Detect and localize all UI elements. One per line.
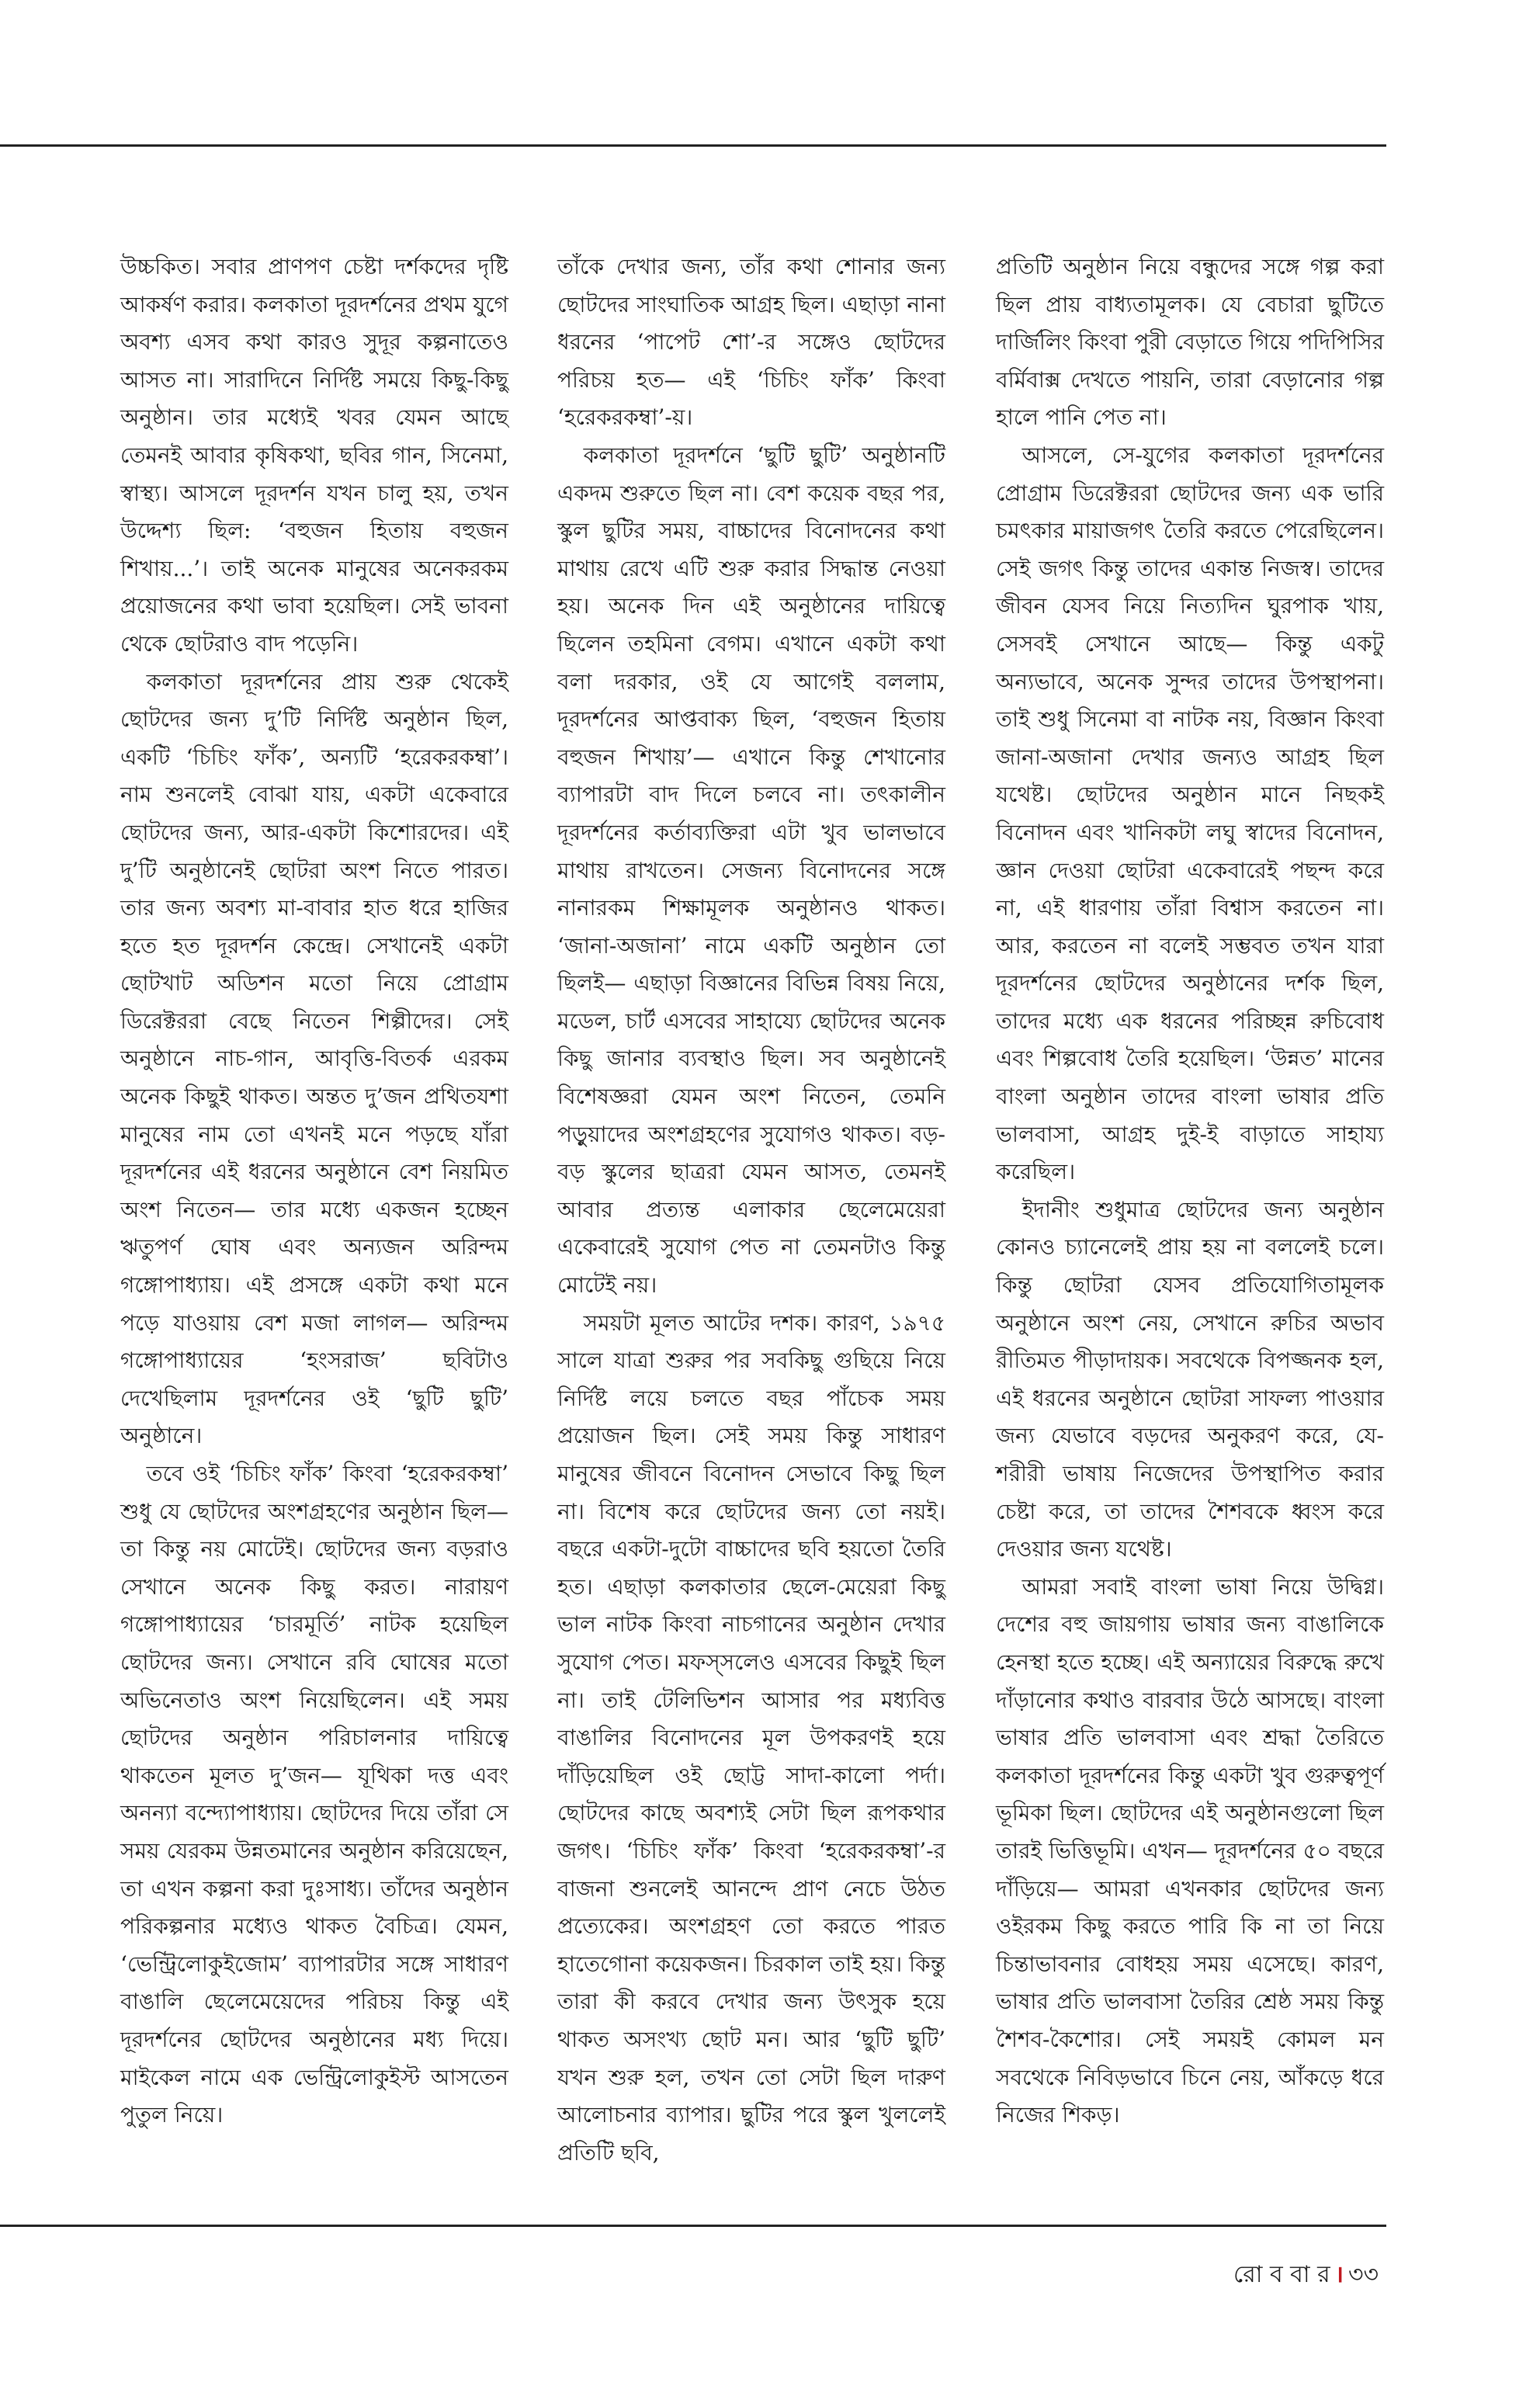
article-paragraph: কলকাতা দূরদর্শনের প্রায় শুরু থেকেই ছোটদের জন্য দু’টি নির্দিষ্ট অনুষ্ঠান ছিল, একটি ‘চিচিং ফাঁক’, অন্যটি ‘হরেকরকম্বা’। নাম শুনলেই বোঝা যায়, একটা একেবারে ছোটদের জন্য, আর-একটা কিশোরদের। এই দু’টি অনুষ্ঠানেই ছোটরা অংশ নিতে পারত। তার জন্য অবশ্য মা-বাবার হাত ধরে হাজির হতে হত দূরদর্শন কেন্দ্রে। সেখানেই একটা ছোটখাট অডিশন মতো নিয়ে প্রোগ্রাম ডিরেক্টররা বেছে নিতেন শিল্পীদের। সেই অনুষ্ঠানে নাচ-গান, আবৃত্তি-বিতর্ক এরকম অনেক কিছুই থাকত। অন্তত দু’জন প্রথিতযশা মানুষের নাম তো এখনই মনে পড়ছে যাঁরা দূরদর্শনের এই ধরনের অনুষ্ঠানে বেশ নিয়মিত অংশ নিতেন— তার মধ্যে একজন হচ্ছেন ঋতুপর্ণ ঘোষ এবং অন্যজন অরিন্দম গঙ্গোপাধ্যায়। এই প্রসঙ্গে একটা কথা মনে পড়ে যাওয়ায় বেশ মজা লাগল— অরিন্দম গঙ্গোপাধ্যায়ের ‘হংসরাজ’ ছবিটাও দেখেছিলাম দূরদর্শনের ওই ‘ছুটি ছুটি’ অনুষ্ঠানে। bbox=[120, 668, 508, 1449]
article-column-3 bbox=[996, 248, 1384, 2135]
article-paragraph: আসলে, সে-যুগের কলকাতা দূরদর্শনের প্রোগ্রাম ডিরেক্টররা ছোটদের জন্য এক ভারি চমৎকার মায়াজগৎ তৈরি করতে পেরেছিলেন। সেই জগৎ কিন্তু তাদের একান্ত নিজস্ব। তাদের জীবন যেসব নিয়ে নিত্যদিন ঘুরপাক খায়, সেসবই সেখানে আছে— কিন্তু একটু অন্যভাবে, অনেক সুন্দর তাদের উপস্থাপনা। তাই শুধু সিনেমা বা নাটক নয়, বিজ্ঞান কিংবা জানা-অজানা দেখার জন্যও আগ্রহ ছিল যথেষ্ট। ছোটদের অনুষ্ঠান মানে নিছকই বিনোদন এবং খানিকটা লঘু স্বাদের বিনোদন, জ্ঞান দেওয়া ছোটরা একেবারেই পছন্দ করে না, এই ধারণায় তাঁরা বিশ্বাস করতেন না। আর, করতেন না বলেই সম্ভবত তখন যারা দূরদর্শনের ছোটদের অনুষ্ঠানের দর্শক ছিল, তাদের মধ্যে এক ধরনের পরিচ্ছন্ন রুচিবোধ এবং শিল্পবোধ তৈরি হয়েছিল। ‘উন্নত’ মানের বাংলা অনুষ্ঠান তাদের বাংলা ভাষার প্রতি ভালবাসা, আগ্রহ দুই-ই বাড়াতে সাহায্য করেছিল। bbox=[996, 442, 1384, 1185]
page-number: ৩৩ bbox=[1348, 2261, 1379, 2288]
article-paragraph: আমরা সবাই বাংলা ভাষা নিয়ে উদ্বিগ্ন। দেশের বহু জায়গায় ভাষার জন্য বাঙালিকে হেনস্থা হতে হচ্ছে। এই অন্যায়ের বিরুদ্ধে রুখে দাঁড়ানোর কথাও বারবার উঠে আসছে। বাংলা ভাষার প্রতি ভালবাসা এবং শ্রদ্ধা তৈরিতে কলকাতা দূরদর্শনের কিন্তু একটা খুব গুরুত্বপূর্ণ ভূমিকা ছিল। ছোটদের এই অনুষ্ঠানগুলো ছিল তারই ভিত্তিভূমি। এখন— দূরদর্শনের ৫০ বছরে দাঁড়িয়ে— আমরা এখনকার ছোটদের জন্য ওইরকম কিছু করতে পারি কি না তা নিয়ে চিন্তাভাবনার বোধহয় সময় এসেছে। কারণ, ভাষার প্রতি ভালবাসা তৈরির শ্রেষ্ঠ সময় কিন্তু শৈশব-কৈশোর। সেই সময়ই কোমল মন সবথেকে নিবিড়ভাবে চিনে নেয়, আঁকড়ে ধরে নিজের শিকড়। bbox=[996, 1573, 1384, 2128]
article-paragraph: উচ্চকিত। সবার প্রাণপণ চেষ্টা দর্শকদের দৃষ্টি আকর্ষণ করার। কলকাতা দূরদর্শনের প্রথম যুগে অবশ্য এসব কথা কারও সুদূর কল্পনাতেও আসত না। সারাদিনে নির্দিষ্ট সময়ে কিছু-কিছু অনুষ্ঠান। তার মধ্যেই খবর যেমন আছে তেমনই আবার কৃষিকথা, ছবির গান, সিনেমা, স্বাস্থ্য। আসলে দূরদর্শন যখন চালু হয়, তখন উদ্দেশ্য ছিল: ‘বহুজন হিতায় বহুজন শিখায়...’। তাই অনেক মানুষের অনেকরকম প্রয়োজনের কথা ভাবা হয়েছিল। সেই ভাবনা থেকে ছোটরাও বাদ পড়েনি। bbox=[120, 254, 509, 657]
article-column-1 bbox=[120, 248, 508, 2135]
article-paragraph: ইদানীং শুধুমাত্র ছোটদের জন্য অনুষ্ঠান কোনও চ্যানেলেই প্রায় হয় না বললেই চলে। কিন্তু ছোটরা যেসব প্রতিযোগিতামূলক অনুষ্ঠানে অংশ নেয়, সেখানে রুচির অভাব রীতিমত পীড়াদায়ক। সবথেকে বিপজ্জনক হল, এই ধরনের অনুষ্ঠানে ছোটরা সাফল্য পাওয়ার জন্য যেভাবে বড়দের অনুকরণ করে, যে-শরীরী ভাষায় নিজেদের উপস্থাপিত করার চেষ্টা করে, তা তাদের শৈশবকে ধ্বংস করে দেওয়ার জন্য যথেষ্ট। bbox=[996, 1196, 1384, 1562]
magazine-name: রো ব বা র bbox=[1233, 2261, 1330, 2288]
article-paragraph: তাঁকে দেখার জন্য, তাঁর কথা শোনার জন্য ছোটদের সাংঘাতিক আগ্রহ ছিল। এছাড়া নানা ধরনের ‘পাপেট শো’-র সঙ্গেও ছোটদের পরিচয় হত— এই ‘চিচিং ফাঁক’ কিংবা ‘হরেকরকম্বা’-য়। bbox=[557, 254, 945, 431]
footer-separator: । bbox=[1334, 2261, 1344, 2288]
bottom-rule bbox=[0, 2225, 1386, 2227]
article-column-2 bbox=[557, 248, 945, 2172]
article-paragraph: সময়টা মূলত আটের দশক। কারণ, ১৯৭৫ সালে যাত্রা শুরুর পর সবকিছু গুছিয়ে নিয়ে নির্দিষ্ট লয়ে চলতে বছর পাঁচেক সময় প্রয়োজন ছিল। সেই সময় কিন্তু সাধারণ মানুষের জীবনে বিনোদন সেভাবে কিছু ছিল না। বিশেষ করে ছোটদের জন্য তো নয়ই। বছরে একটা-দুটো বাচ্চাদের ছবি হয়তো তৈরি হত। এছাড়া কলকাতার ছেলে-মেয়েরা কিছু ভাল নাটক কিংবা নাচগানের অনুষ্ঠান দেখার সুযোগ পেত। মফস্‌সলেও এসবের কিছুই ছিল না। তাই টেলিভিশন আসার পর মধ্যবিত্ত বাঙালির বিনোদনের মূল উপকরণই হয়ে দাঁড়িয়েছিল ওই ছোট্ট সাদা-কালো পর্দা। ছোটদের কাছে অবশ্যই সেটা ছিল রূপকথার জগৎ। ‘চিচিং ফাঁক’ কিংবা ‘হরেকরকম্বা’-র বাজনা শুনলেই আনন্দে প্রাণ নেচে উঠত প্রত্যেকের। অংশগ্রহণ তো করতে পারত হাতেগোনা কয়েকজন। চিরকাল তাই হয়। কিন্তু তারা কী করবে দেখার জন্য উৎসুক হয়ে থাকত অসংখ্য ছোট মন। আর ‘ছুটি ছুটি’ যখন শুরু হল, তখন তো সেটা ছিল দারুণ আলোচনার ব্যাপার। ছুটির পরে স্কুল খুললেই প্রতিটি ছবি, bbox=[557, 1309, 946, 2166]
article-paragraph: কলকাতা দূরদর্শনে ‘ছুটি ছুটি’ অনুষ্ঠানটি একদম শুরুতে ছিল না। বেশ কয়েক বছর পর, স্কুল ছুটির সময়, বাচ্চাদের বিনোদনের কথা মাথায় রেখে এটি শুরু করার সিদ্ধান্ত নেওয়া হয়। অনেক দিন এই অনুষ্ঠানের দায়িত্বে ছিলেন তহমিনা বেগম। এখানে একটা কথা বলা দরকার, ওই যে আগেই বললাম, দূরদর্শনের আপ্তবাক্য ছিল, ‘বহুজন হিতায় বহুজন শিখায়’— এখানে কিন্তু শেখানোর ব্যাপারটা বাদ দিলে চলবে না। তৎকালীন দূরদর্শনের কর্তাব্যক্তিরা এটা খুব ভালভাবে মাথায় রাখতেন। সেজন্য বিনোদনের সঙ্গে নানারকম শিক্ষামূলক অনুষ্ঠানও থাকত। ‘জানা-অজানা’ নামে একটি অনুষ্ঠান তো ছিলই— এছাড়া বিজ্ঞানের বিভিন্ন বিষয় নিয়ে, মডেল, চার্ট এসবের সাহায্যে ছোটদের অনেক কিছু জানার ব্যবস্থাও ছিল। সব অনুষ্ঠানেই বিশেষজ্ঞরা যেমন অংশ নিতেন, তেমনি পড়ুয়াদের অংশগ্রহণের সুযোগও থাকত। বড়-বড় স্কুলের ছাত্ররা যেমন আসত, তেমনই আবার প্রত্যন্ত এলাকার ছেলেমেয়েরা একেবারেই সুযোগ পেত না তেমনটাও কিন্তু মোটেই নয়। bbox=[557, 442, 945, 1299]
article-paragraph: তবে ওই ‘চিচিং ফাঁক’ কিংবা ‘হরেকরকম্বা’ শুধু যে ছোটদের অংশগ্রহণের অনুষ্ঠান ছিল— তা কিন্তু নয় মোটেই। ছোটদের জন্য বড়রাও সেখানে অনেক কিছু করত। নারায়ণ গঙ্গোপাধ্যায়ের ‘চারমূর্তি’ নাটক হয়েছিল ছোটদের জন্য। সেখানে রবি ঘোষের মতো অভিনেতাও অংশ নিয়েছিলেন। এই সময় ছোটদের অনুষ্ঠান পরিচালনার দায়িত্বে থাকতেন মূলত দু’জন— যূথিকা দত্ত এবং অনন্যা বন্দ্যোপাধ্যায়। ছোটদের দিয়ে তাঁরা সে সময় যেরকম উন্নতমানের অনুষ্ঠান করিয়েছেন, তা এখন কল্পনা করা দুঃসাধ্য। তাঁদের অনুষ্ঠান পরিকল্পনার মধ্যেও থাকত বৈচিত্র। যেমন, ‘ভেন্ট্রিলোকুইজোম’ ব্যাপারটার সঙ্গে সাধারণ বাঙালি ছেলেমেয়েদের পরিচয় কিন্তু এই দূরদর্শনের ছোটদের অনুষ্ঠানের মধ্য দিয়ে। মাইকেল নামে এক ভেন্ট্রিলোকুইস্ট আসতেন পুতুল নিয়ে। bbox=[120, 1461, 508, 2128]
top-rule bbox=[0, 144, 1386, 147]
article-paragraph: প্রতিটি অনুষ্ঠান নিয়ে বন্ধুদের সঙ্গে গল্প করা ছিল প্রায় বাধ্যতামূলক। যে বেচারা ছুটিতে দার্জিলিং কিংবা পুরী বেড়াতে গিয়ে পদিপিসির বর্মিবাক্স দেখতে পায়নি, তারা বেড়ানোর গল্প হালে পানি পেত না। bbox=[996, 254, 1384, 431]
page-footer bbox=[1233, 2256, 1379, 2295]
